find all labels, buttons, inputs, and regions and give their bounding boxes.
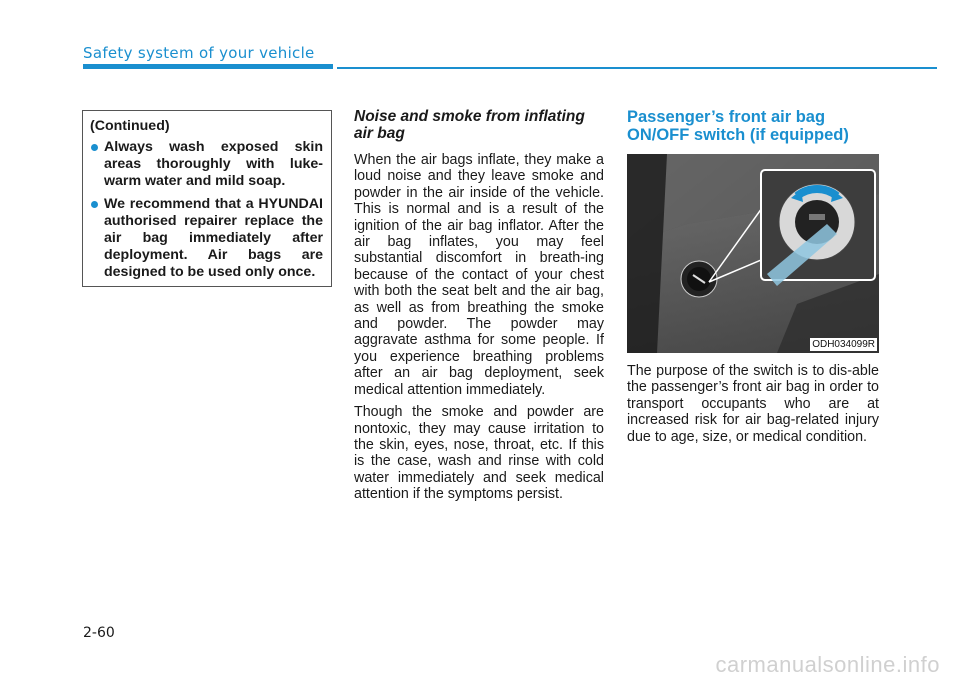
page-number: 2-60 [83,625,115,641]
airbag-switch-figure [627,154,879,353]
figure-code: ODH034099R [812,339,875,350]
warning-bullet-text: Always wash exposed skin areas thoroughly with luke-warm water and mild soap. [104,139,323,189]
warning-continued-label: (Continued) [90,118,170,134]
warning-bullet [90,196,323,281]
dashboard-illustration [627,154,879,353]
airbag-switch-heading: Passenger’s front air bag ON/OFF switch (if equipped) [627,108,849,144]
bullet-dot-icon [91,144,98,151]
watermark: carmanualsonline.info [715,652,940,677]
header-rule-thick [83,64,333,69]
warning-bullet [90,139,323,190]
noise-smoke-section [354,108,604,509]
noise-smoke-heading: Noise and smoke from inflating air bag [354,108,585,142]
section-title: Safety system of your vehicle [83,44,315,62]
warning-box [82,110,332,287]
noise-paragraph: When the air bags inflate, they make a loud noise and they leave smoke and powder in the air inside of the vehicle. This is normal and is a result of the ignition of the air bag inflator. After the air bag inflates, you may feel substantial discomfort in breath-ing because of the contact of your chest with both the seat belt and the air bag, as well as from breathing the smoke and powder. The powder may aggravate asthma for some people. If you experience breathing problems after an air bag deployment, seek medical attention immediately. [354,152,604,398]
switch-paragraph: The purpose of the switch is to dis-able the passenger’s front air bag in order to transport occupants who are at increased risk for air bag-related injury due to age, size, or medical condition. [627,363,879,445]
airbag-switch-section [627,108,879,451]
bullet-dot-icon [91,201,98,208]
warning-bullet-text: We recommend that a HYUNDAI authorised repairer replace the air bag immediately after deployment. Air bags are designed to be used only once. [104,196,323,280]
noise-paragraph: Though the smoke and powder are nontoxic, they may cause irritation to the skin, eyes, nose, throat, etc. If this is the case, wash and rinse with cold water immediately and seek medical attention if the symptoms persist. [354,404,604,503]
header-rule-thin [337,67,937,69]
